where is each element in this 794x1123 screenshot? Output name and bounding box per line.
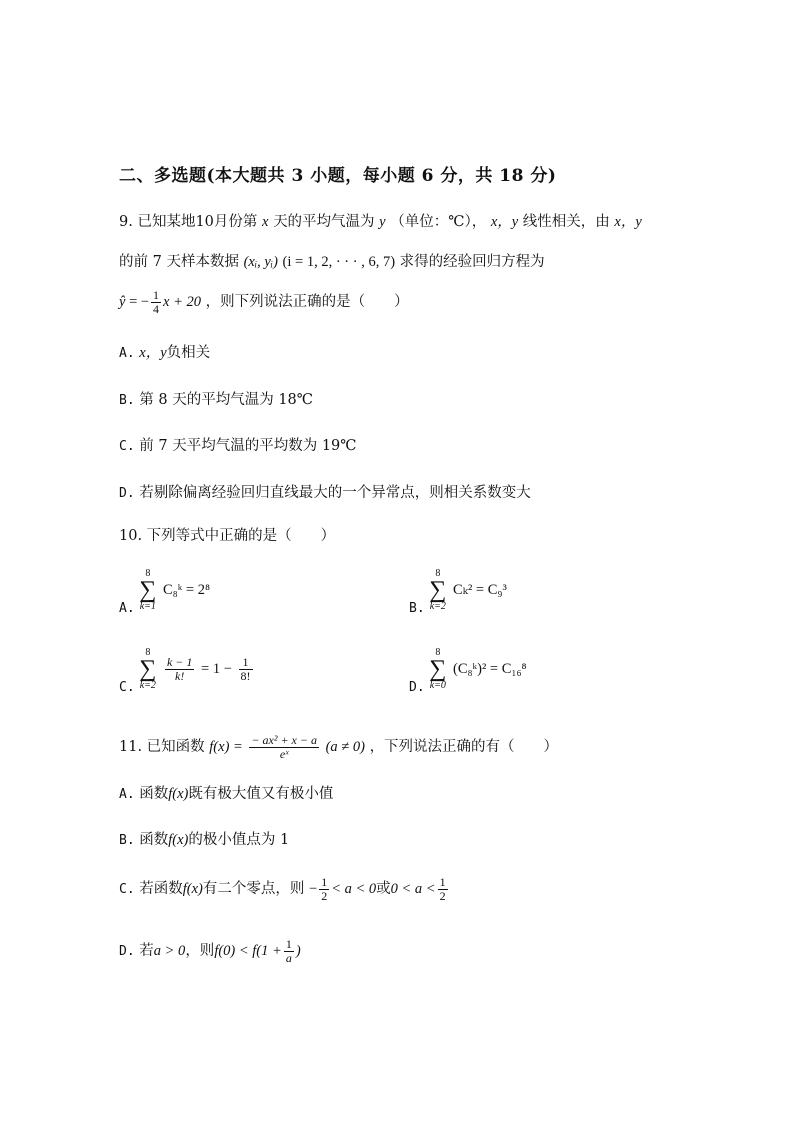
q11-option-c[interactable]: C. 若函数f(x)有二个零点，则 − $\frac{1}{2}$ < a < 0或0 < a < $\frac{1}{2}$ (119, 874, 446, 903)
regression-equation: ŷ = − $\frac{1}{4}$ x + 20 (119, 288, 202, 317)
section-title: 二、多选题(本大题共 3 小题，每小题 6 分，共 18 分) (119, 166, 557, 186)
sample-index: (i = 1, 2, · · · , 6, 7) (282, 254, 396, 270)
q10-option-c[interactable]: C. 8 ∑ k=2 $\frac{k - 1}{k!}$ = 1 − $\frac{1}{8!}$ (119, 647, 251, 695)
q10-option-b[interactable]: B. 8 ∑ k=2 Cₖ² = C₉³ (409, 568, 507, 616)
sum-symbol: 8 ∑ k=0 (429, 647, 447, 691)
q11-option-a[interactable]: A. 函数f(x)既有极大值又有极小值 (119, 786, 334, 802)
sum-symbol: 8 ∑ k=2 (139, 647, 157, 691)
q11-option-d[interactable]: D. 若a > 0，则f(0) < f(1 + $\frac{1}{a}$ ) (119, 936, 301, 965)
sum-symbol: 8 ∑ k=1 (139, 568, 157, 612)
q9-option-b[interactable]: B. 第 8 天的平均气温为 18℃ (119, 392, 313, 408)
q9-line-3: ŷ = − $\frac{1}{4}$ x + 20 ，则下列说法正确的是（ ） (119, 288, 409, 317)
sample-pair: (xᵢ, yᵢ) (243, 254, 278, 270)
q9-option-c[interactable]: C. 前 7 天平均气温的平均数为 19℃ (119, 438, 357, 454)
q9-line-2: 的前 7 天样本数据 (xᵢ, yᵢ) (i = 1, 2, · · · , 6, 7) 求得的经验回归方程为 (119, 254, 545, 270)
sum-symbol: 8 ∑ k=2 (429, 568, 447, 612)
q10-option-a[interactable]: A. 8 ∑ k=1 C₈ᵏ = 2⁸ (119, 568, 211, 616)
q11-option-b[interactable]: B. 函数f(x)的极小值点为 1 (119, 832, 290, 848)
q11-stem: 11. 已知函数 f(x) = $\frac{\text{− ax² + x − a}}{\text{eˣ}}$ (a ≠ 0) ，下列说法正确的有（ ） (119, 732, 559, 761)
q10-stem: 10. 下列等式中正确的是（ ） (119, 528, 336, 544)
q10-option-d[interactable]: D. 8 ∑ k=0 (C₈ᵏ)² = C₁₆⁸ (409, 647, 527, 695)
q9-line-1: 9. 已知某地10月份第 x 天的平均气温为 y （单位：℃）， x，y 线性相关，由 x，y (119, 214, 642, 230)
q9-option-d[interactable]: D. 若剔除偏离经验回归直线最大的一个异常点，则相关系数变大 (119, 485, 531, 501)
q9-option-a[interactable]: A. x，y负相关 (119, 345, 211, 361)
